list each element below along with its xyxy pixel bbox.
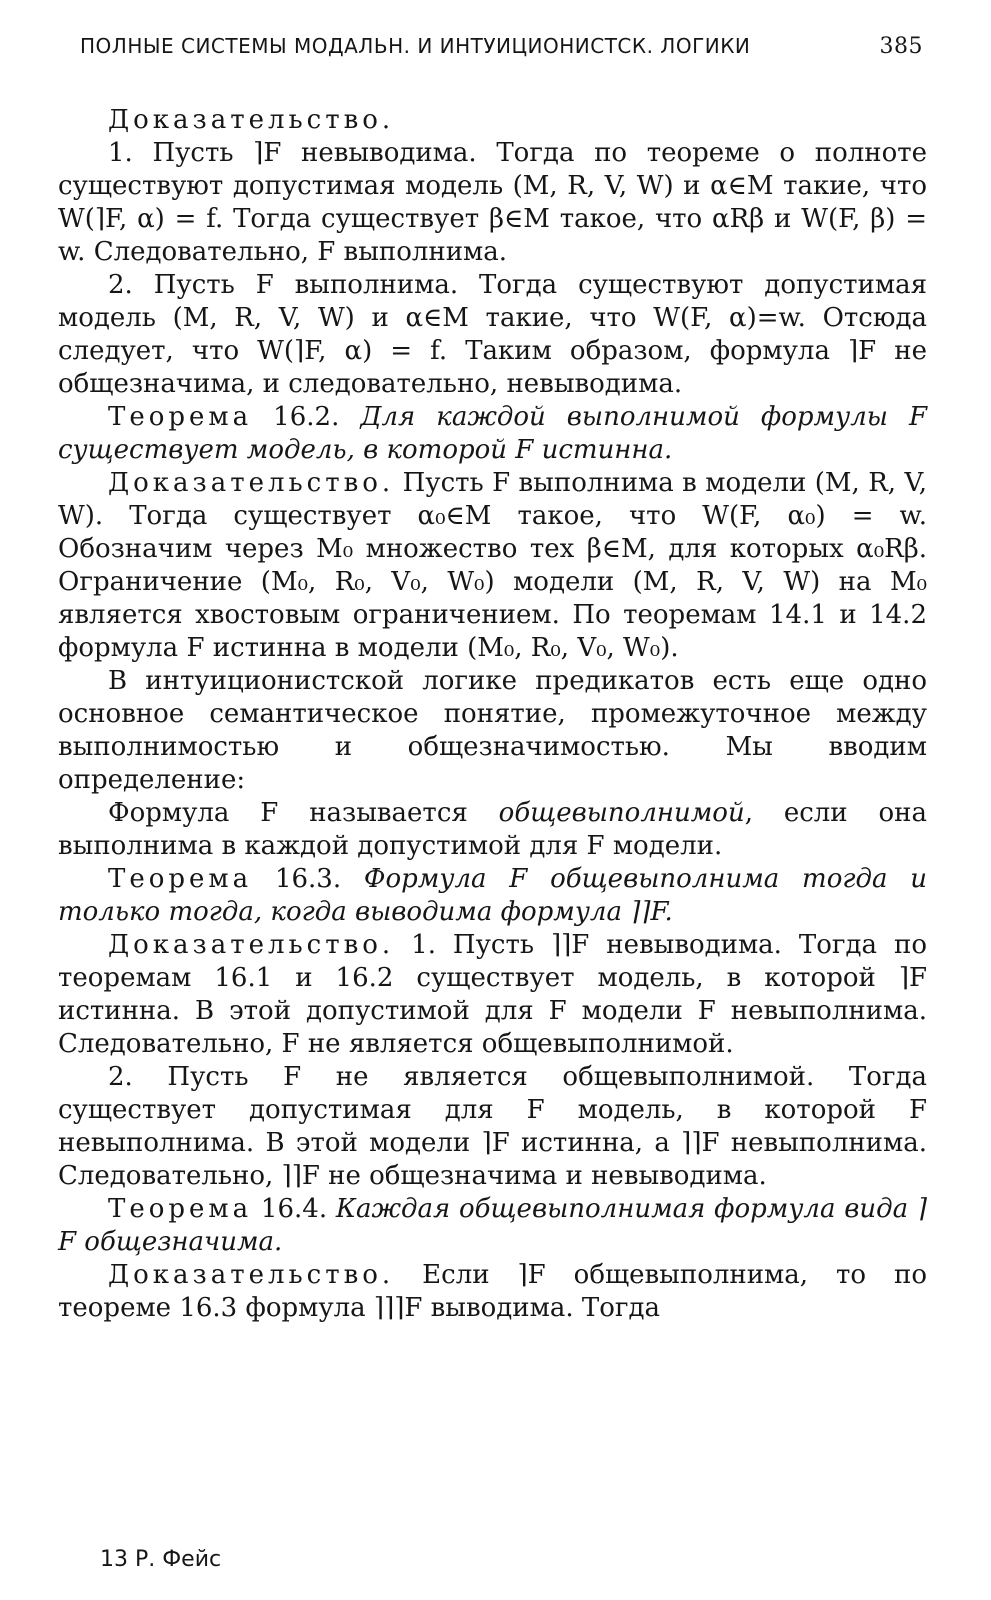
theorem-number: 16.3.	[274, 864, 342, 894]
theorem-statement: Каждая общевыполнимая формула вида ⌉F общезначима.	[58, 1194, 928, 1257]
definition-before: Формула F называется	[108, 798, 499, 828]
theorem-label: Теорема	[108, 402, 253, 432]
proof-text: Если ⌉F общевыполнима, то по теореме 16.3 формула ⌉⌉⌉F выводима. Тогда	[58, 1260, 927, 1323]
definition-after: , если она выполнима в каждой допустимой для F модели.	[58, 798, 927, 861]
proof-label: Доказательство.	[108, 105, 395, 135]
proof-item-1: 1. Пусть ⌉F невыводима. Тогда по теореме о полноте существуют допустимая модель (M, R, V, W) и α∈M такие, что W(⌉F, α) = f. Тогда существует β∈M такое, что αRβ и W(F, β) = w. Следовательно, F выполнима.	[58, 138, 927, 267]
paragraph-intro: В интуиционистской логике предикатов есть еще одно основное семантическое понятие, промежуточное между выполнимостью и общезначимостью. Мы вводим определение:	[58, 666, 927, 795]
proof-item-2: 2. Пусть F выполнима. Тогда существуют допустимая модель (M, R, V, W) и α∈M такие, что W(F, α)=w. Отсюда следует, что W(⌉F, α) = f. Таким образом, формула ⌉F не общезначима, и следовательно, невыводима.	[58, 270, 927, 399]
definition	[58, 797, 927, 863]
proof-label: Доказательство.	[108, 1260, 395, 1290]
proof-label: Доказательство.	[108, 930, 395, 960]
running-header	[80, 34, 923, 66]
proof-text: Пусть F выполнима в модели (M, R, V, W). Тогда существует α₀∈M такое, что W(F, α₀) = w. Обозначим через M₀ множество тех β∈M, для которых α₀Rβ. Ограничение (M₀, R₀, V₀, W₀) модели (M, R, V, W) на M₀ является хвостовым ограничением. По теоремам 14.1 и 14.2 формула F истинна в модели (M₀, R₀, V₀, W₀).	[58, 468, 927, 663]
running-title: ПОЛНЫЕ СИСТЕМЫ МОДАЛЬН. И ИНТУИЦИОНИСТСК. ЛОГИКИ	[80, 34, 751, 58]
definition-term: общевыполнимой	[498, 798, 745, 828]
proof-heading	[58, 104, 927, 137]
page-body	[58, 104, 927, 1325]
theorem-number: 16.4.	[260, 1194, 328, 1224]
proof-16-3	[58, 929, 927, 1061]
proof-item-3: 2. Пусть F не является общевыполнимой. Тогда существует допустимая для F модель, в которой F невыполнима. В этой модели ⌉F истинна, а ⌉⌉F невыполнима. Следовательно, ⌉⌉F не общезначима и невыводима.	[58, 1062, 927, 1191]
signature-line: 13 Р. Фейс	[100, 1547, 222, 1572]
theorem-16-3	[58, 863, 927, 929]
proof-text: 1. Пусть ⌉⌉F невыводима. Тогда по теоремам 16.1 и 16.2 существует модель, в которой ⌉F истинна. В этой допустимой для F модели F невыполнима. Следовательно, F не является общевыполнимой.	[58, 930, 928, 1059]
theorem-statement: Формула F общевыполнима тогда и только тогда, когда выводима формула ⌉⌉F.	[58, 864, 928, 927]
proof-16-4	[58, 1259, 927, 1325]
theorem-number: 16.2.	[273, 402, 340, 432]
theorem-16-4	[58, 1193, 927, 1259]
page-number: 385	[879, 34, 923, 59]
theorem-label: Теорема	[108, 864, 253, 894]
proof-label: Доказательство.	[108, 468, 395, 498]
proof-16-2	[58, 467, 927, 665]
theorem-statement: Для каждой выполнимой формулы F существует модель, в которой F истинна.	[58, 402, 927, 465]
theorem-label: Теорема	[108, 1194, 253, 1224]
theorem-16-2	[58, 401, 927, 467]
